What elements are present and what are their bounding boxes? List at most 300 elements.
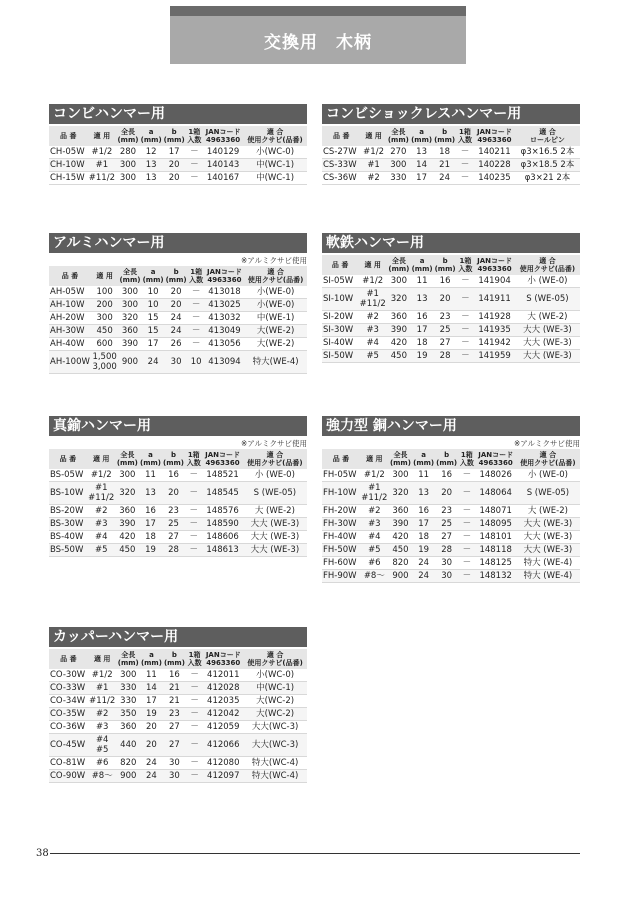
- table-cell: 20: [434, 288, 457, 311]
- table-cell: －: [186, 770, 203, 783]
- table-cell: －: [457, 337, 475, 350]
- table-cell: FH-50W: [322, 544, 360, 557]
- table-cell: 20: [165, 286, 188, 299]
- table-cell: 19: [139, 544, 162, 557]
- column-header: 品 番: [49, 126, 87, 146]
- table-cell: 17: [140, 695, 163, 708]
- table-cell: BS-10W: [49, 482, 87, 505]
- table-cell: 24: [140, 757, 163, 770]
- table-cell: 900: [117, 770, 140, 783]
- table-row: [49, 734, 307, 757]
- table-cell: BS-20W: [49, 505, 87, 518]
- section-note: ※アルミクサビ使用: [241, 256, 307, 265]
- table-cell: 148101: [476, 531, 516, 544]
- table-cell: －: [186, 708, 203, 721]
- table-row: [49, 286, 307, 299]
- table-row: [322, 311, 580, 324]
- table-cell: 900: [118, 351, 141, 374]
- table-cell: 中(WC-1): [243, 682, 307, 695]
- column-header: b (mm): [434, 257, 456, 273]
- table-cell: 27: [163, 734, 186, 757]
- table-cell: 148521: [202, 469, 242, 482]
- column-header: a (mm): [411, 257, 433, 273]
- column-header: 適 用: [88, 649, 117, 669]
- section-soft-iron: [322, 233, 580, 363]
- table-cell: －: [458, 570, 475, 583]
- table-cell: 特大(WC-4): [243, 770, 307, 783]
- table-cell: S (WE-05): [516, 482, 580, 505]
- table-cell: －: [457, 311, 475, 324]
- table-cell: #4: [87, 531, 116, 544]
- table-cell: 412042: [203, 708, 243, 721]
- table-cell: 24: [140, 770, 163, 783]
- table-cell: 17: [163, 146, 186, 159]
- table-cell: 320: [387, 288, 410, 311]
- table-cell: 大大 (WE-3): [515, 350, 580, 363]
- table-cell: 11: [140, 669, 163, 682]
- table-cell: 17: [410, 172, 433, 185]
- table-cell: －: [185, 544, 202, 557]
- column-header: JANコード 4963360: [203, 649, 243, 669]
- table-cell: SI-10W: [322, 288, 358, 311]
- table-cell: 300: [116, 159, 139, 172]
- column-header: 1箱 入数: [186, 451, 201, 467]
- header-row: [49, 649, 307, 669]
- table-cell: #8～: [360, 570, 389, 583]
- table-cell: 23: [434, 311, 457, 324]
- table-cell: 15: [142, 325, 165, 338]
- table-cell: 30: [435, 570, 458, 583]
- table-cell: 900: [389, 570, 412, 583]
- column-header: a (mm): [140, 651, 162, 667]
- table-cell: φ3×21 2本: [515, 172, 580, 185]
- table-cell: 小 (WE-0): [243, 469, 307, 482]
- table-cell: 小(WC-0): [243, 669, 307, 682]
- table-cell: 25: [162, 518, 185, 531]
- table-cell: 148132: [476, 570, 516, 583]
- column-header: JANコード 4963360: [474, 255, 515, 275]
- table-cell: BS-50W: [49, 544, 87, 557]
- table-cell: 10: [188, 351, 205, 374]
- table-cell: AH-100W: [49, 351, 91, 374]
- table-cell: 330: [117, 695, 140, 708]
- table-cell: －: [458, 518, 475, 531]
- section-title: カッパーハンマー用: [49, 627, 307, 647]
- table-cell: CH-10W: [49, 159, 87, 172]
- table-cell: 13: [140, 172, 163, 185]
- table-cell: 300: [118, 286, 141, 299]
- table-cell: 大(WE-2): [244, 338, 307, 351]
- section-title: 強力型 銅ハンマー用: [322, 416, 580, 436]
- table-cell: 15: [142, 312, 165, 325]
- column-header: JANコード 4963360: [202, 449, 242, 469]
- table-cell: 大(WE-2): [244, 325, 307, 338]
- table-cell: 18: [411, 337, 434, 350]
- column-header: b (mm): [165, 268, 187, 284]
- table-cell: －: [457, 275, 475, 288]
- table-cell: #2: [361, 172, 387, 185]
- table-cell: 360: [116, 505, 139, 518]
- table-cell: 413094: [205, 351, 245, 374]
- table-cell: SI-40W: [322, 337, 358, 350]
- table-cell: －: [458, 531, 475, 544]
- table-cell: 21: [163, 695, 186, 708]
- table-row: [49, 469, 307, 482]
- table-cell: SI-20W: [322, 311, 358, 324]
- table-cell: －: [185, 469, 202, 482]
- table-cell: 13: [139, 482, 162, 505]
- table-cell: 320: [116, 482, 139, 505]
- table-cell: 23: [435, 505, 458, 518]
- column-header: 適 合 使用クサビ(品番): [244, 266, 307, 286]
- table-row: [322, 544, 580, 557]
- table-cell: 1,500 3,000: [92, 352, 117, 372]
- table-cell: －: [458, 482, 475, 505]
- spec-table: [49, 266, 307, 374]
- table-cell: 141904: [474, 275, 515, 288]
- table-cell: －: [185, 482, 202, 505]
- banner-top-bar: [170, 6, 466, 16]
- table-cell: #8～: [88, 770, 117, 783]
- table-cell: 412011: [203, 669, 243, 682]
- table-cell: 16: [435, 469, 458, 482]
- column-header: 品 番: [49, 649, 88, 669]
- table-row: [322, 288, 580, 311]
- table-row: [49, 312, 307, 325]
- column-header: 適 合 ロールピン: [515, 126, 580, 146]
- page-banner: [170, 6, 466, 64]
- table-cell: －: [186, 682, 203, 695]
- table-cell: －: [186, 669, 203, 682]
- column-header: 1箱 入数: [457, 128, 472, 144]
- table-row: [49, 505, 307, 518]
- table-row: [322, 505, 580, 518]
- table-row: [49, 351, 307, 374]
- table-cell: 420: [389, 531, 412, 544]
- table-cell: 27: [435, 531, 458, 544]
- table-cell: －: [188, 325, 205, 338]
- table-cell: 27: [434, 337, 457, 350]
- page-number: 38: [36, 848, 49, 859]
- table-cell: FH-30W: [322, 518, 360, 531]
- column-header: 品 番: [322, 255, 358, 275]
- table-cell: 280: [116, 146, 139, 159]
- table-cell: 28: [435, 544, 458, 557]
- table-row: [322, 570, 580, 583]
- column-header: a (mm): [140, 451, 162, 467]
- table-cell: 420: [387, 337, 410, 350]
- table-cell: 24: [142, 351, 165, 374]
- table-cell: －: [186, 159, 203, 172]
- table-cell: 148095: [476, 518, 516, 531]
- section-brass: [49, 416, 307, 557]
- column-header: 適 合 使用クサビ(品番): [515, 255, 580, 275]
- column-header: 1箱 入数: [187, 651, 202, 667]
- table-cell: 141935: [474, 324, 515, 337]
- table-cell: 360: [387, 311, 410, 324]
- table-cell: 148613: [202, 544, 242, 557]
- table-cell: #1: [87, 159, 116, 172]
- table-cell: FH-90W: [322, 570, 360, 583]
- column-header: 全長 (mm): [387, 128, 409, 144]
- table-row: [49, 721, 307, 734]
- section-title: 軟鉄ハンマー用: [322, 233, 580, 253]
- table-cell: 大 (WE-2): [516, 505, 580, 518]
- table-cell: 30: [163, 770, 186, 783]
- table-row: [322, 159, 580, 172]
- column-header: JANコード 4963360: [205, 266, 245, 286]
- table-cell: CS-33W: [322, 159, 361, 172]
- column-header: 適 合 使用クサビ(品番): [243, 126, 307, 146]
- table-cell: 360: [118, 325, 141, 338]
- spec-table: [322, 126, 580, 185]
- table-cell: －: [458, 469, 475, 482]
- table-cell: #1 #11/2: [88, 483, 115, 503]
- column-header: 品 番: [49, 266, 91, 286]
- table-cell: 412080: [203, 757, 243, 770]
- table-cell: 140143: [203, 159, 243, 172]
- table-cell: FH-60W: [322, 557, 360, 570]
- spec-table: [322, 255, 580, 363]
- table-cell: 16: [163, 669, 186, 682]
- table-cell: 大大(WC-3): [243, 734, 307, 757]
- section-aluminum: [49, 233, 307, 374]
- column-header: 全長 (mm): [119, 268, 141, 284]
- table-cell: 23: [163, 708, 186, 721]
- table-cell: 140129: [203, 146, 243, 159]
- table-cell: 中(WC-1): [243, 159, 307, 172]
- table-cell: CO-33W: [49, 682, 88, 695]
- column-header: 全長 (mm): [388, 257, 410, 273]
- column-header: 1箱 入数: [189, 268, 204, 284]
- table-cell: 21: [433, 159, 456, 172]
- table-cell: 300: [117, 669, 140, 682]
- table-row: [49, 518, 307, 531]
- table-cell: 大大 (WE-3): [516, 518, 580, 531]
- table-cell: #1: [88, 682, 117, 695]
- table-cell: 320: [118, 312, 141, 325]
- table-cell: 20: [165, 299, 188, 312]
- table-cell: SI-50W: [322, 350, 358, 363]
- table-cell: 300: [91, 312, 118, 325]
- table-row: [49, 531, 307, 544]
- table-row: [49, 757, 307, 770]
- table-cell: 148118: [476, 544, 516, 557]
- table-cell: －: [185, 505, 202, 518]
- table-cell: #4 #5: [88, 734, 117, 757]
- section-combi: [49, 104, 307, 185]
- table-cell: AH-10W: [49, 299, 91, 312]
- column-header: 適 合 使用クサビ(品番): [243, 449, 307, 469]
- section-note: ※アルミクサビ使用: [514, 439, 580, 448]
- table-row: [49, 338, 307, 351]
- table-cell: 390: [118, 338, 141, 351]
- table-cell: 16: [411, 311, 434, 324]
- table-row: [322, 337, 580, 350]
- table-cell: 412066: [203, 734, 243, 757]
- table-row: [322, 469, 580, 482]
- table-cell: S (WE-05): [515, 288, 580, 311]
- table-cell: 14: [140, 682, 163, 695]
- section-title: アルミハンマー用: [49, 233, 307, 253]
- table-cell: 特大(WC-4): [243, 757, 307, 770]
- table-row: [49, 682, 307, 695]
- table-cell: 16: [162, 469, 185, 482]
- table-cell: 24: [433, 172, 456, 185]
- table-cell: 141959: [474, 350, 515, 363]
- table-cell: 390: [389, 518, 412, 531]
- column-header: a (mm): [413, 451, 435, 467]
- table-cell: 440: [117, 734, 140, 757]
- table-cell: 300: [387, 159, 410, 172]
- table-cell: 412035: [203, 695, 243, 708]
- table-cell: 360: [389, 505, 412, 518]
- table-cell: #2: [88, 708, 117, 721]
- table-cell: 20: [435, 482, 458, 505]
- table-cell: 大大(WC-3): [243, 721, 307, 734]
- table-cell: 412097: [203, 770, 243, 783]
- table-cell: CH-05W: [49, 146, 87, 159]
- table-cell: －: [188, 286, 205, 299]
- table-cell: 24: [165, 312, 188, 325]
- table-cell: CO-90W: [49, 770, 88, 783]
- table-cell: －: [186, 734, 203, 757]
- table-cell: BS-05W: [49, 469, 87, 482]
- table-row: [322, 350, 580, 363]
- table-cell: #1 #11/2: [361, 483, 388, 503]
- table-cell: 18: [412, 531, 435, 544]
- table-cell: #4: [360, 531, 389, 544]
- table-cell: 450: [116, 544, 139, 557]
- spec-table: [49, 649, 307, 783]
- table-cell: －: [188, 299, 205, 312]
- column-header: 1箱 入数: [458, 257, 473, 273]
- table-cell: 28: [162, 544, 185, 557]
- table-cell: 148026: [476, 469, 516, 482]
- table-cell: 450: [389, 544, 412, 557]
- table-row: [49, 708, 307, 721]
- table-cell: 413056: [205, 338, 245, 351]
- table-cell: CO-45W: [49, 734, 88, 757]
- table-row: [49, 669, 307, 682]
- table-row: [49, 770, 307, 783]
- table-cell: 30: [163, 757, 186, 770]
- table-cell: 小 (WE-0): [516, 469, 580, 482]
- table-cell: 148590: [202, 518, 242, 531]
- table-cell: S (WE-05): [243, 482, 307, 505]
- column-header: JANコード 4963360: [474, 126, 515, 146]
- table-cell: 16: [412, 505, 435, 518]
- table-cell: #1/2: [87, 469, 116, 482]
- table-cell: 17: [411, 324, 434, 337]
- header-row: [322, 255, 580, 275]
- table-cell: #4: [358, 337, 387, 350]
- header-row: [322, 449, 580, 469]
- column-header: b (mm): [163, 651, 185, 667]
- table-cell: 100: [91, 286, 118, 299]
- table-cell: 450: [387, 350, 410, 363]
- table-row: [49, 299, 307, 312]
- table-cell: CS-27W: [322, 146, 361, 159]
- table-cell: 350: [117, 708, 140, 721]
- table-cell: #1/2: [360, 469, 389, 482]
- table-cell: AH-05W: [49, 286, 91, 299]
- table-cell: －: [456, 159, 474, 172]
- column-header: 適 用: [361, 126, 387, 146]
- table-cell: 中(WE-1): [244, 312, 307, 325]
- table-cell: 小(WE-0): [244, 286, 307, 299]
- table-row: [322, 172, 580, 185]
- table-cell: －: [185, 518, 202, 531]
- table-cell: #5: [87, 544, 116, 557]
- table-cell: 300: [116, 172, 139, 185]
- table-cell: 17: [142, 338, 165, 351]
- section-copper: [49, 627, 307, 783]
- table-cell: －: [456, 172, 474, 185]
- table-cell: #5: [360, 544, 389, 557]
- table-cell: FH-20W: [322, 505, 360, 518]
- table-cell: 大大 (WE-3): [243, 531, 307, 544]
- spec-table: [322, 449, 580, 583]
- table-row: [49, 544, 307, 557]
- table-cell: 中(WC-1): [243, 172, 307, 185]
- table-cell: AH-30W: [49, 325, 91, 338]
- column-header: 全長 (mm): [116, 451, 138, 467]
- table-cell: 11: [411, 275, 434, 288]
- table-cell: 小(WC-0): [243, 146, 307, 159]
- section-title: コンビショックレスハンマー用: [322, 104, 580, 124]
- table-cell: 412059: [203, 721, 243, 734]
- table-row: [49, 695, 307, 708]
- table-cell: 390: [387, 324, 410, 337]
- table-cell: 820: [389, 557, 412, 570]
- table-cell: 148606: [202, 531, 242, 544]
- column-header: 適 用: [360, 449, 389, 469]
- column-header: 品 番: [49, 449, 87, 469]
- spec-table: [49, 449, 307, 557]
- table-cell: 412028: [203, 682, 243, 695]
- table-cell: 200: [91, 299, 118, 312]
- table-row: [49, 325, 307, 338]
- table-cell: 13: [411, 288, 434, 311]
- footer-rule: [50, 853, 580, 854]
- table-cell: 14: [410, 159, 433, 172]
- table-cell: 16: [434, 275, 457, 288]
- table-cell: 20: [163, 172, 186, 185]
- table-cell: 16: [139, 505, 162, 518]
- table-cell: #6: [88, 757, 117, 770]
- table-cell: #2: [87, 505, 116, 518]
- table-cell: －: [186, 757, 203, 770]
- table-cell: 大 (WE-2): [515, 311, 580, 324]
- table-cell: CO-35W: [49, 708, 88, 721]
- table-row: [322, 324, 580, 337]
- column-header: 1箱 入数: [459, 451, 474, 467]
- table-row: [322, 482, 580, 505]
- table-cell: 413025: [205, 299, 245, 312]
- table-cell: #1/2: [358, 275, 387, 288]
- table-cell: 24: [412, 557, 435, 570]
- table-cell: 21: [163, 682, 186, 695]
- column-header: 適 用: [87, 126, 116, 146]
- table-cell: 25: [434, 324, 457, 337]
- table-cell: 23: [162, 505, 185, 518]
- table-cell: 140228: [474, 159, 515, 172]
- table-cell: －: [188, 338, 205, 351]
- column-header: b (mm): [436, 451, 458, 467]
- column-header: 品 番: [322, 126, 361, 146]
- table-cell: 360: [117, 721, 140, 734]
